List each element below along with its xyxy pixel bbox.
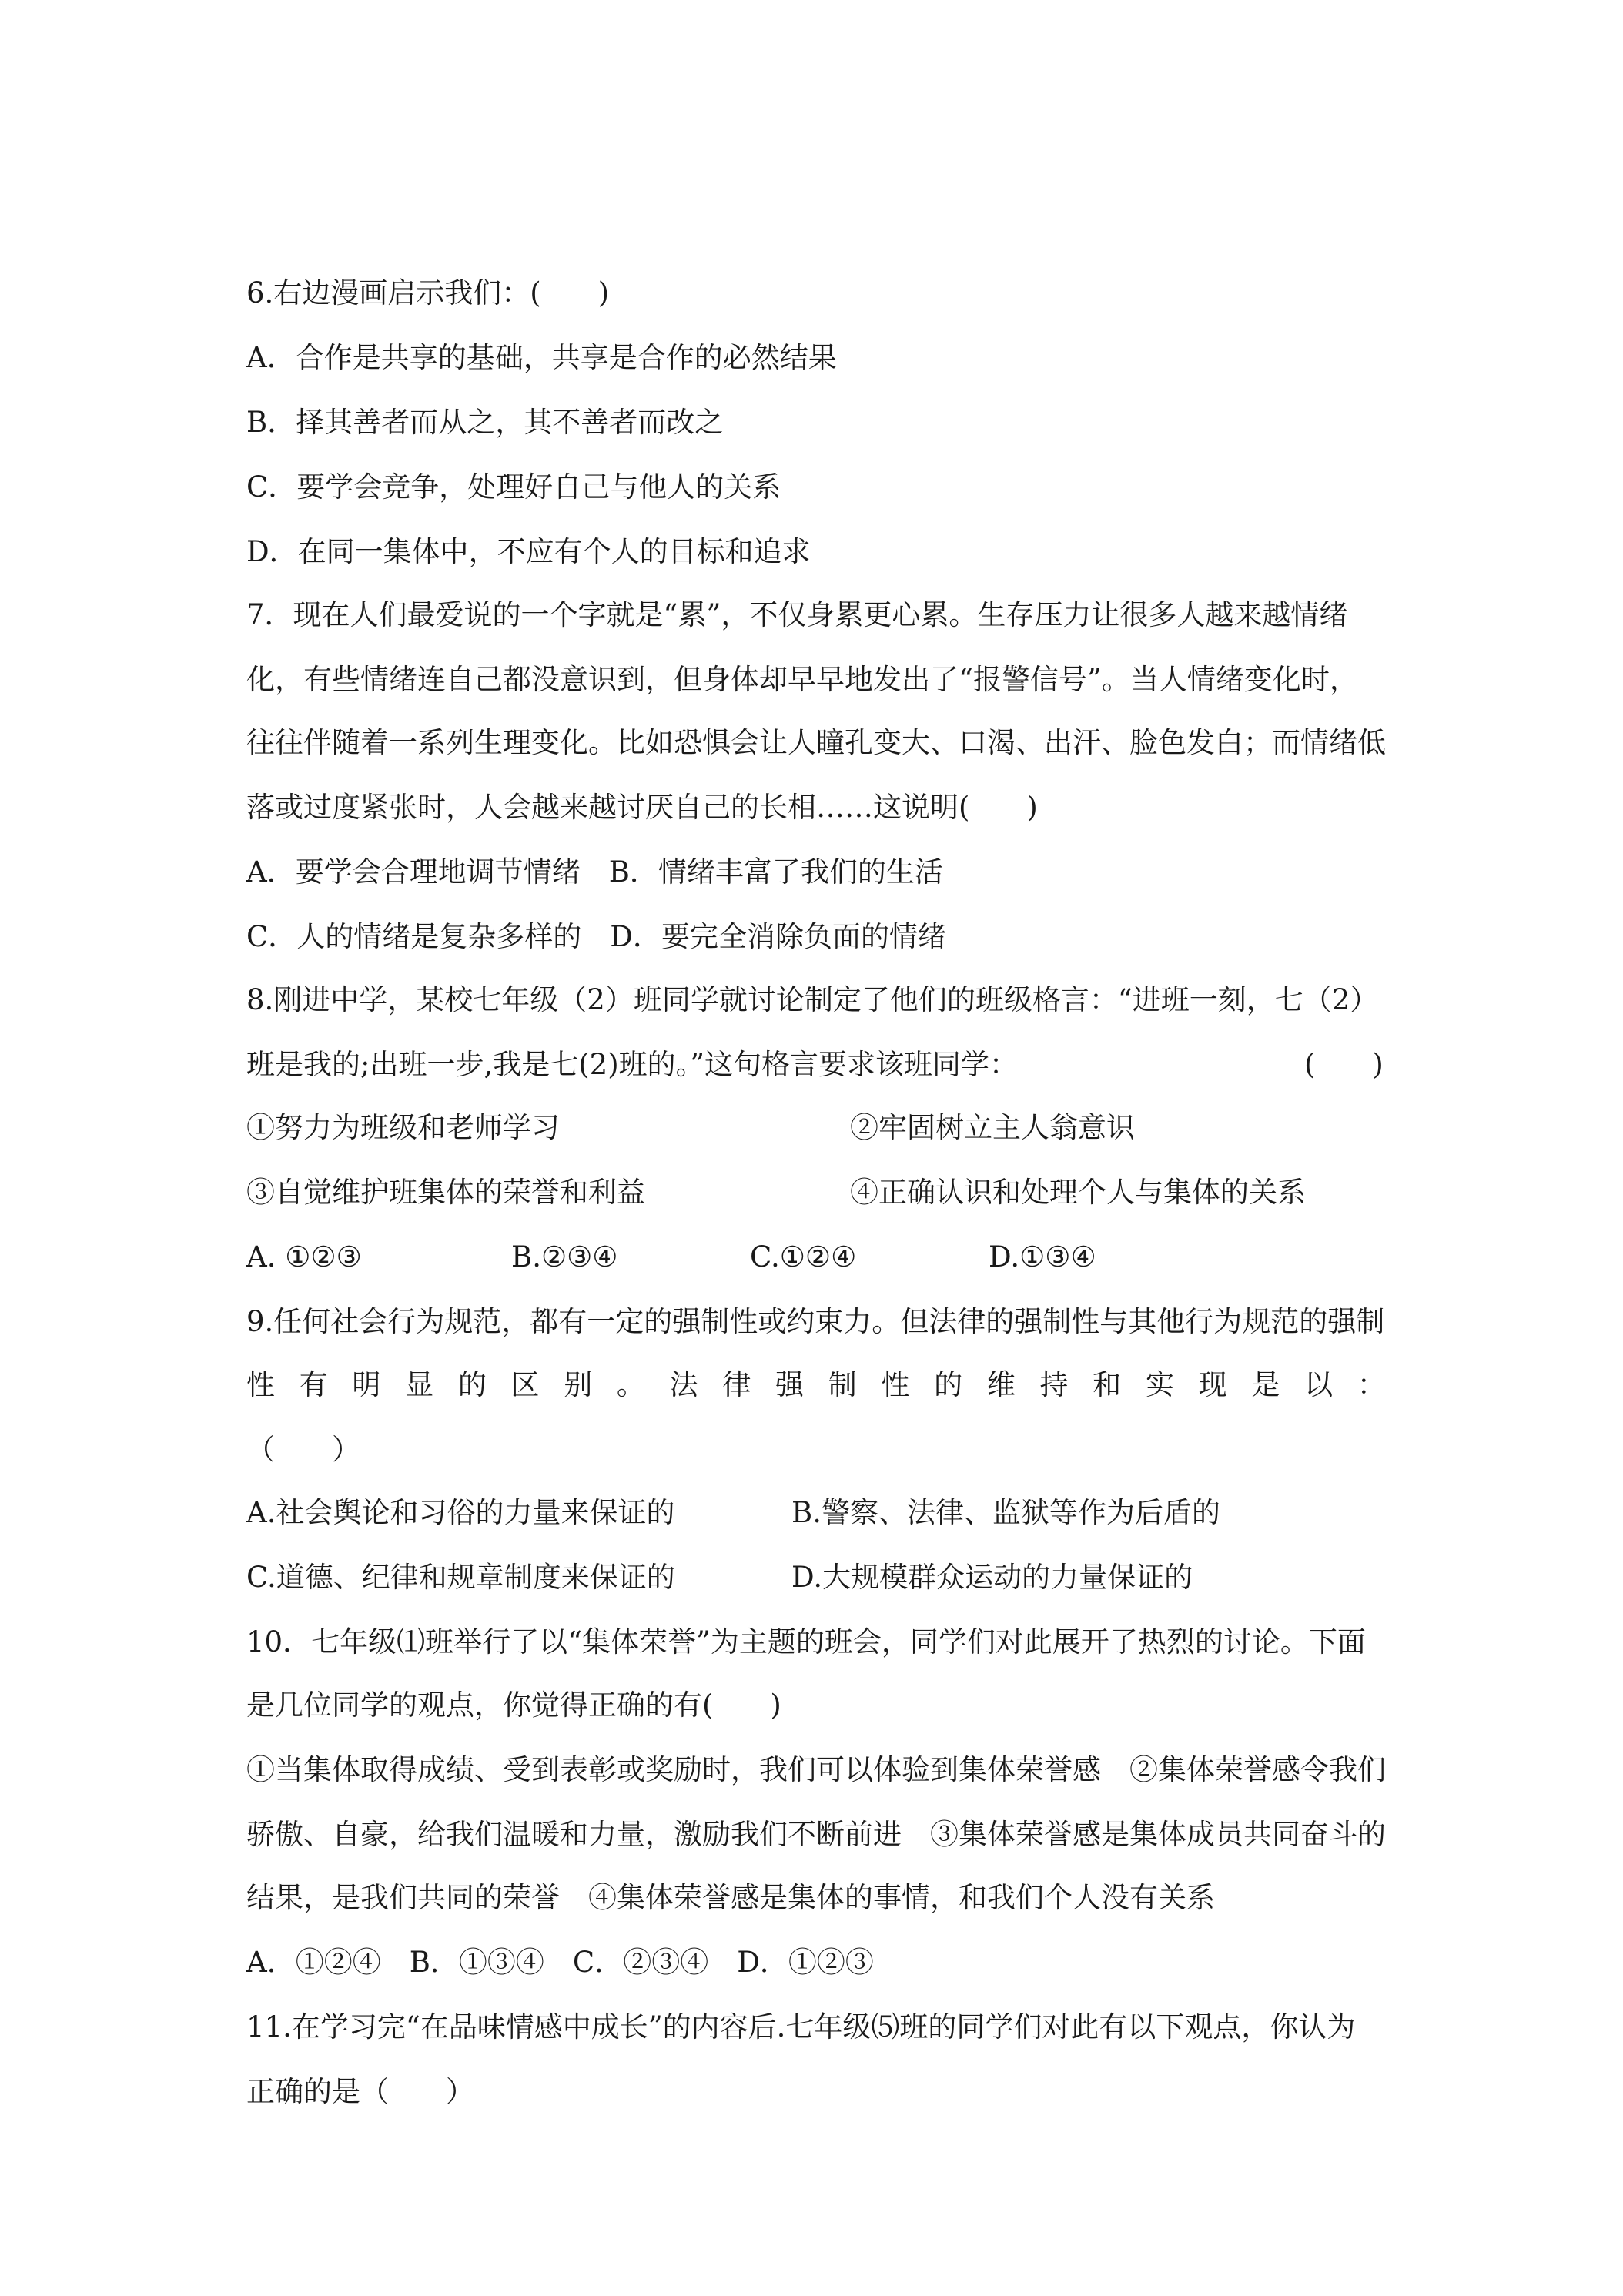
q7-stem-line-1: 7．现在人们最爱说的一个字就是“累”，不仅身累更心累。生存压力让很多人越来越情绪 [246,598,1348,631]
q8-stem-line-2: 班是我的;出班一步,我是七(2)班的。”这句格言要求该班同学： [246,1048,1019,1081]
q9-char: 明 [352,1368,381,1401]
q8-statement-2: ②牢固树立主人翁意识 [850,1111,1135,1144]
q9-char: 性 [881,1368,910,1401]
q9-option-a: A.社会舆论和习俗的力量来保证的 [246,1496,675,1529]
q8-option-a: A. ①②③ [246,1240,362,1274]
q9-char: 。 [616,1368,645,1401]
q9-stem-line-2 [246,1368,1386,1401]
q6-stem: 6.右边漫画启示我们：( ) [246,276,610,310]
q8-stem-line-1: 8.刚进中学，某校七年级（2）班同学就讨论制定了他们的班级格言：“进班一刻，七（2） [246,983,1379,1016]
q11-stem-line-2: 正确的是（ ） [246,2075,474,2108]
q9-char: 强 [775,1368,805,1401]
q8-option-c: C.①②④ [750,1240,857,1274]
q11-stem-line-1: 11.在学习完“在品味情感中成长”的内容后.七年级⑸班的同学们对此有以下观点，你认为 [246,2010,1356,2043]
q7-stem-line-4: 落或过度紧张时，人会越来越讨厌自己的长相……这说明( ) [246,791,1038,824]
q10-statements-line-3: 结果，是我们共同的荣誉 ④集体荣誉感是集体的事情，和我们个人没有关系 [246,1881,1215,1914]
q9-option-d: D.大规模群众运动的力量保证的 [791,1561,1193,1594]
q10-statements-line-1: ①当集体取得成绩、受到表彰或奖励时，我们可以体验到集体荣誉感 ②集体荣誉感令我们 [246,1753,1386,1786]
q9-char: 法 [669,1368,698,1401]
q6-option-b: B．择其善者而从之，其不善者而改之 [246,406,724,439]
q8-answer-paren: ( ) [1304,1048,1384,1081]
q9-char: 显 [405,1368,434,1401]
q9-option-b: B.警察、法律、监狱等作为后盾的 [791,1496,1220,1529]
q9-char: 和 [1093,1368,1122,1401]
q10-options: A．①②④ B．①③④ C．②③④ D．①②③ [246,1946,874,1979]
q9-stem-line-1: 9.任何社会行为规范，都有一定的强制性或约束力。但法律的强制性与其他行为规范的强制 [246,1305,1385,1338]
q9-char: 的 [457,1368,487,1401]
q8-statement-4: ④正确认识和处理个人与集体的关系 [850,1176,1306,1209]
q6-option-c: C．要学会竞争，处理好自己与他人的关系 [246,470,781,504]
q9-char: 性 [246,1368,275,1401]
q9-char: 实 [1145,1368,1174,1401]
q6-option-d: D．在同一集体中，不应有个人的目标和追求 [246,535,811,568]
q9-char: ： [1357,1368,1386,1401]
q10-stem-line-1: 10．七年级⑴班举行了以“集体荣誉”为主题的班会，同学们对此展开了热烈的讨论。下面 [246,1625,1366,1658]
q8-option-b: B.②③④ [511,1240,618,1274]
q9-char: 制 [828,1368,857,1401]
q6-option-a: A．合作是共享的基础，共享是合作的必然结果 [246,341,837,374]
q10-statements-line-2: 骄傲、自豪，给我们温暖和力量，激励我们不断前进 ③集体荣誉感是集体成员共同奋斗的 [246,1818,1386,1851]
q9-char: 现 [1198,1368,1227,1401]
q9-option-c: C.道德、纪律和规章制度来保证的 [246,1561,675,1594]
q9-char: 维 [986,1368,1016,1401]
q7-stem-line-3: 往往伴随着一系列生理变化。比如恐惧会让人瞳孔变大、口渴、出汗、脸色发白；而情绪低 [246,726,1386,759]
q8-option-d: D.①③④ [989,1240,1096,1274]
q9-char: 的 [934,1368,963,1401]
q8-statement-1: ①努力为班级和老师学习 [246,1111,560,1144]
q8-statement-3: ③自觉维护班集体的荣誉和利益 [246,1176,645,1209]
q10-stem-line-2: 是几位同学的观点，你觉得正确的有( ) [246,1689,781,1722]
q9-char: 区 [510,1368,540,1401]
q9-stem-line-3: （ ） [246,1433,360,1466]
q7-options-cd: C．人的情绪是复杂多样的 D．要完全消除负面的情绪 [246,920,946,953]
q9-char: 持 [1039,1368,1069,1401]
q9-char: 律 [722,1368,751,1401]
q9-char: 别 [564,1368,593,1401]
q7-options-ab: A．要学会合理地调节情绪 B．情绪丰富了我们的生活 [246,855,943,889]
q7-stem-line-2: 化，有些情绪连自己都没意识到，但身体却早早地发出了“报警信号”。当人情绪变化时， [246,663,1358,696]
q9-char: 是 [1251,1368,1280,1401]
q9-char: 有 [299,1368,328,1401]
q9-char: 以 [1304,1368,1334,1401]
